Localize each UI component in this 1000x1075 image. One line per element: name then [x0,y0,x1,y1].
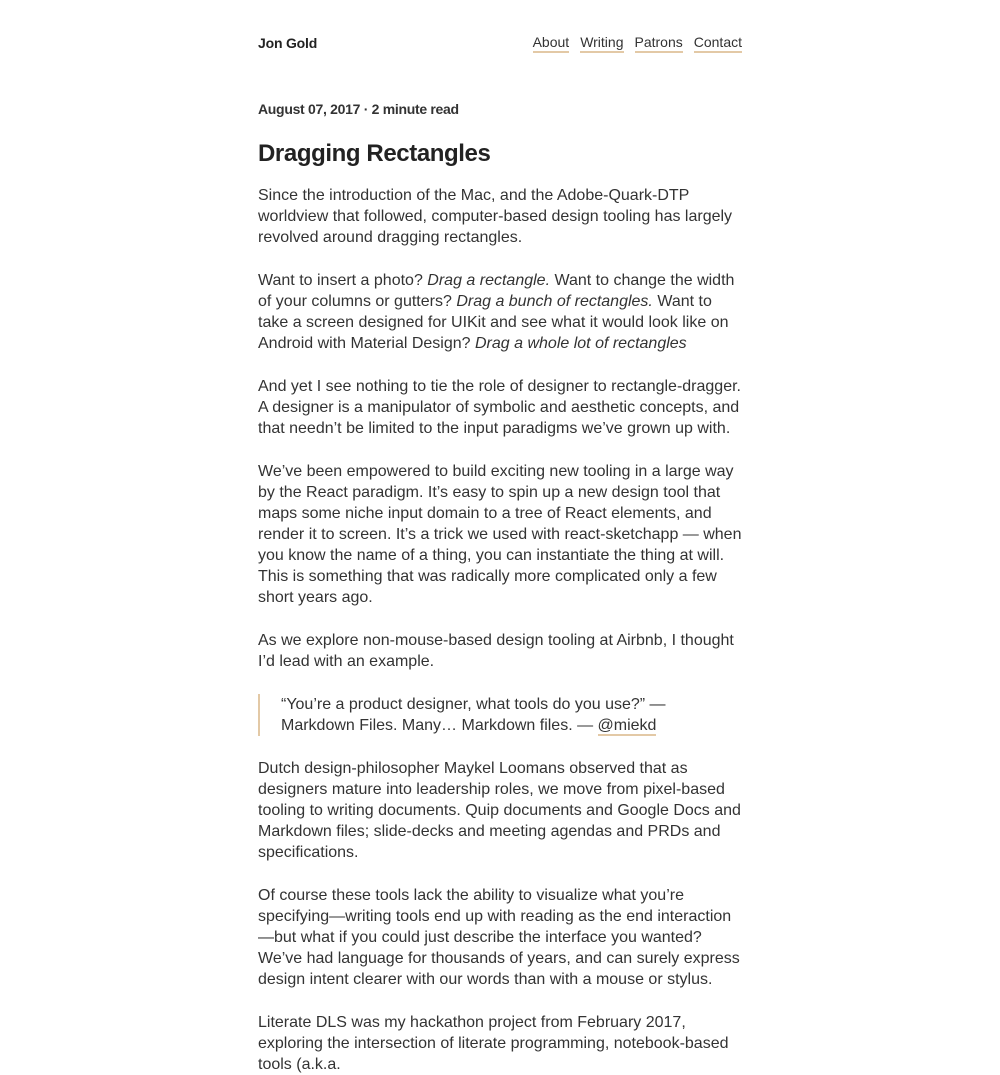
paragraph-3: And yet I see nothing to tie the role of designer to rectangle-dragger. A designer is a manipulator of symbolic and aesthetic concepts, and that needn’t be limited to the input paradigms we’ve grown up with. [258,378,741,437]
post-date: August 07, 2017 [258,101,361,117]
paragraph-8: Literate DLS was my hackathon project from February 2017, exploring the intersection of literate programming, notebook-based tools (a.k.a. [258,1014,729,1073]
paragraph-2 [258,270,742,354]
quote-text: “You’re a product designer, what tools do you use?” — Markdown Files. Many… Markdown files. — [281,696,666,734]
page [258,0,742,1075]
post-title: Dragging Rectangles [258,140,491,167]
site-header [258,0,742,100]
article-body [258,185,742,1075]
paragraph-2-emphasis-2: Drag a bunch of rectangles. [456,293,653,310]
nav-link-about[interactable]: About [533,34,570,53]
nav-link-writing[interactable]: Writing [580,34,623,53]
nav-link-patrons[interactable]: Patrons [635,34,683,53]
post-meta [258,100,742,117]
paragraph-2-text-3: Want to take a screen designed for UIKit and see what it would look like on Android with Material Design? [258,293,729,352]
quote-author-link[interactable]: @miekd [597,717,657,734]
paragraph-1: Since the introduction of the Mac, and the Adobe-Quark-DTP worldview that followed, computer-based design tooling has largely revolved around dragging rectangles. [258,187,733,246]
paragraph-2-text-1: Want to insert a photo? [258,272,428,289]
paragraph-4: We’ve been empowered to build exciting new tooling in a large way by the React paradigm. It’s easy to spin up a new design tool that maps some niche input domain to a tree of React elements, and render it to screen. It’s a trick we used with react-sketchapp — when you know the name of a thing, you can instantiate the thing at will. This is something that was radically more complicated only a few short years ago. [258,463,742,606]
meta-separator: · [360,101,372,117]
paragraph-2-text-2: Want to change the width of your columns or gutters? [258,272,735,310]
blockquote [258,694,742,736]
paragraph-2-emphasis-3: Drag a whole lot of rectangles [475,335,687,352]
paragraph-5: As we explore non-mouse-based design tooling at Airbnb, I thought I’d lead with an example. [258,632,734,670]
paragraph-2-emphasis-1: Drag a rectangle. [427,272,551,289]
read-time: 2 minute read [371,101,459,117]
paragraph-6: Dutch design-philosopher Maykel Loomans observed that as designers mature into leadership roles, we move from pixel-based tooling to writing documents. Quip documents and Google Docs and Markdown files; slide-decks and meeting agendas and PRDs and specifications. [258,760,741,861]
site-name-link[interactable]: Jon Gold [258,35,318,51]
paragraph-7: Of course these tools lack the ability to visualize what you’re specifying—writing tools end up with reading as the end interaction—but what if you could just describe the interface you wanted? We’ve had language for thousands of years, and can surely express design intent clearer with our words than with a mouse or stylus. [258,887,740,988]
main-nav [533,34,742,53]
nav-link-contact[interactable]: Contact [694,34,742,53]
